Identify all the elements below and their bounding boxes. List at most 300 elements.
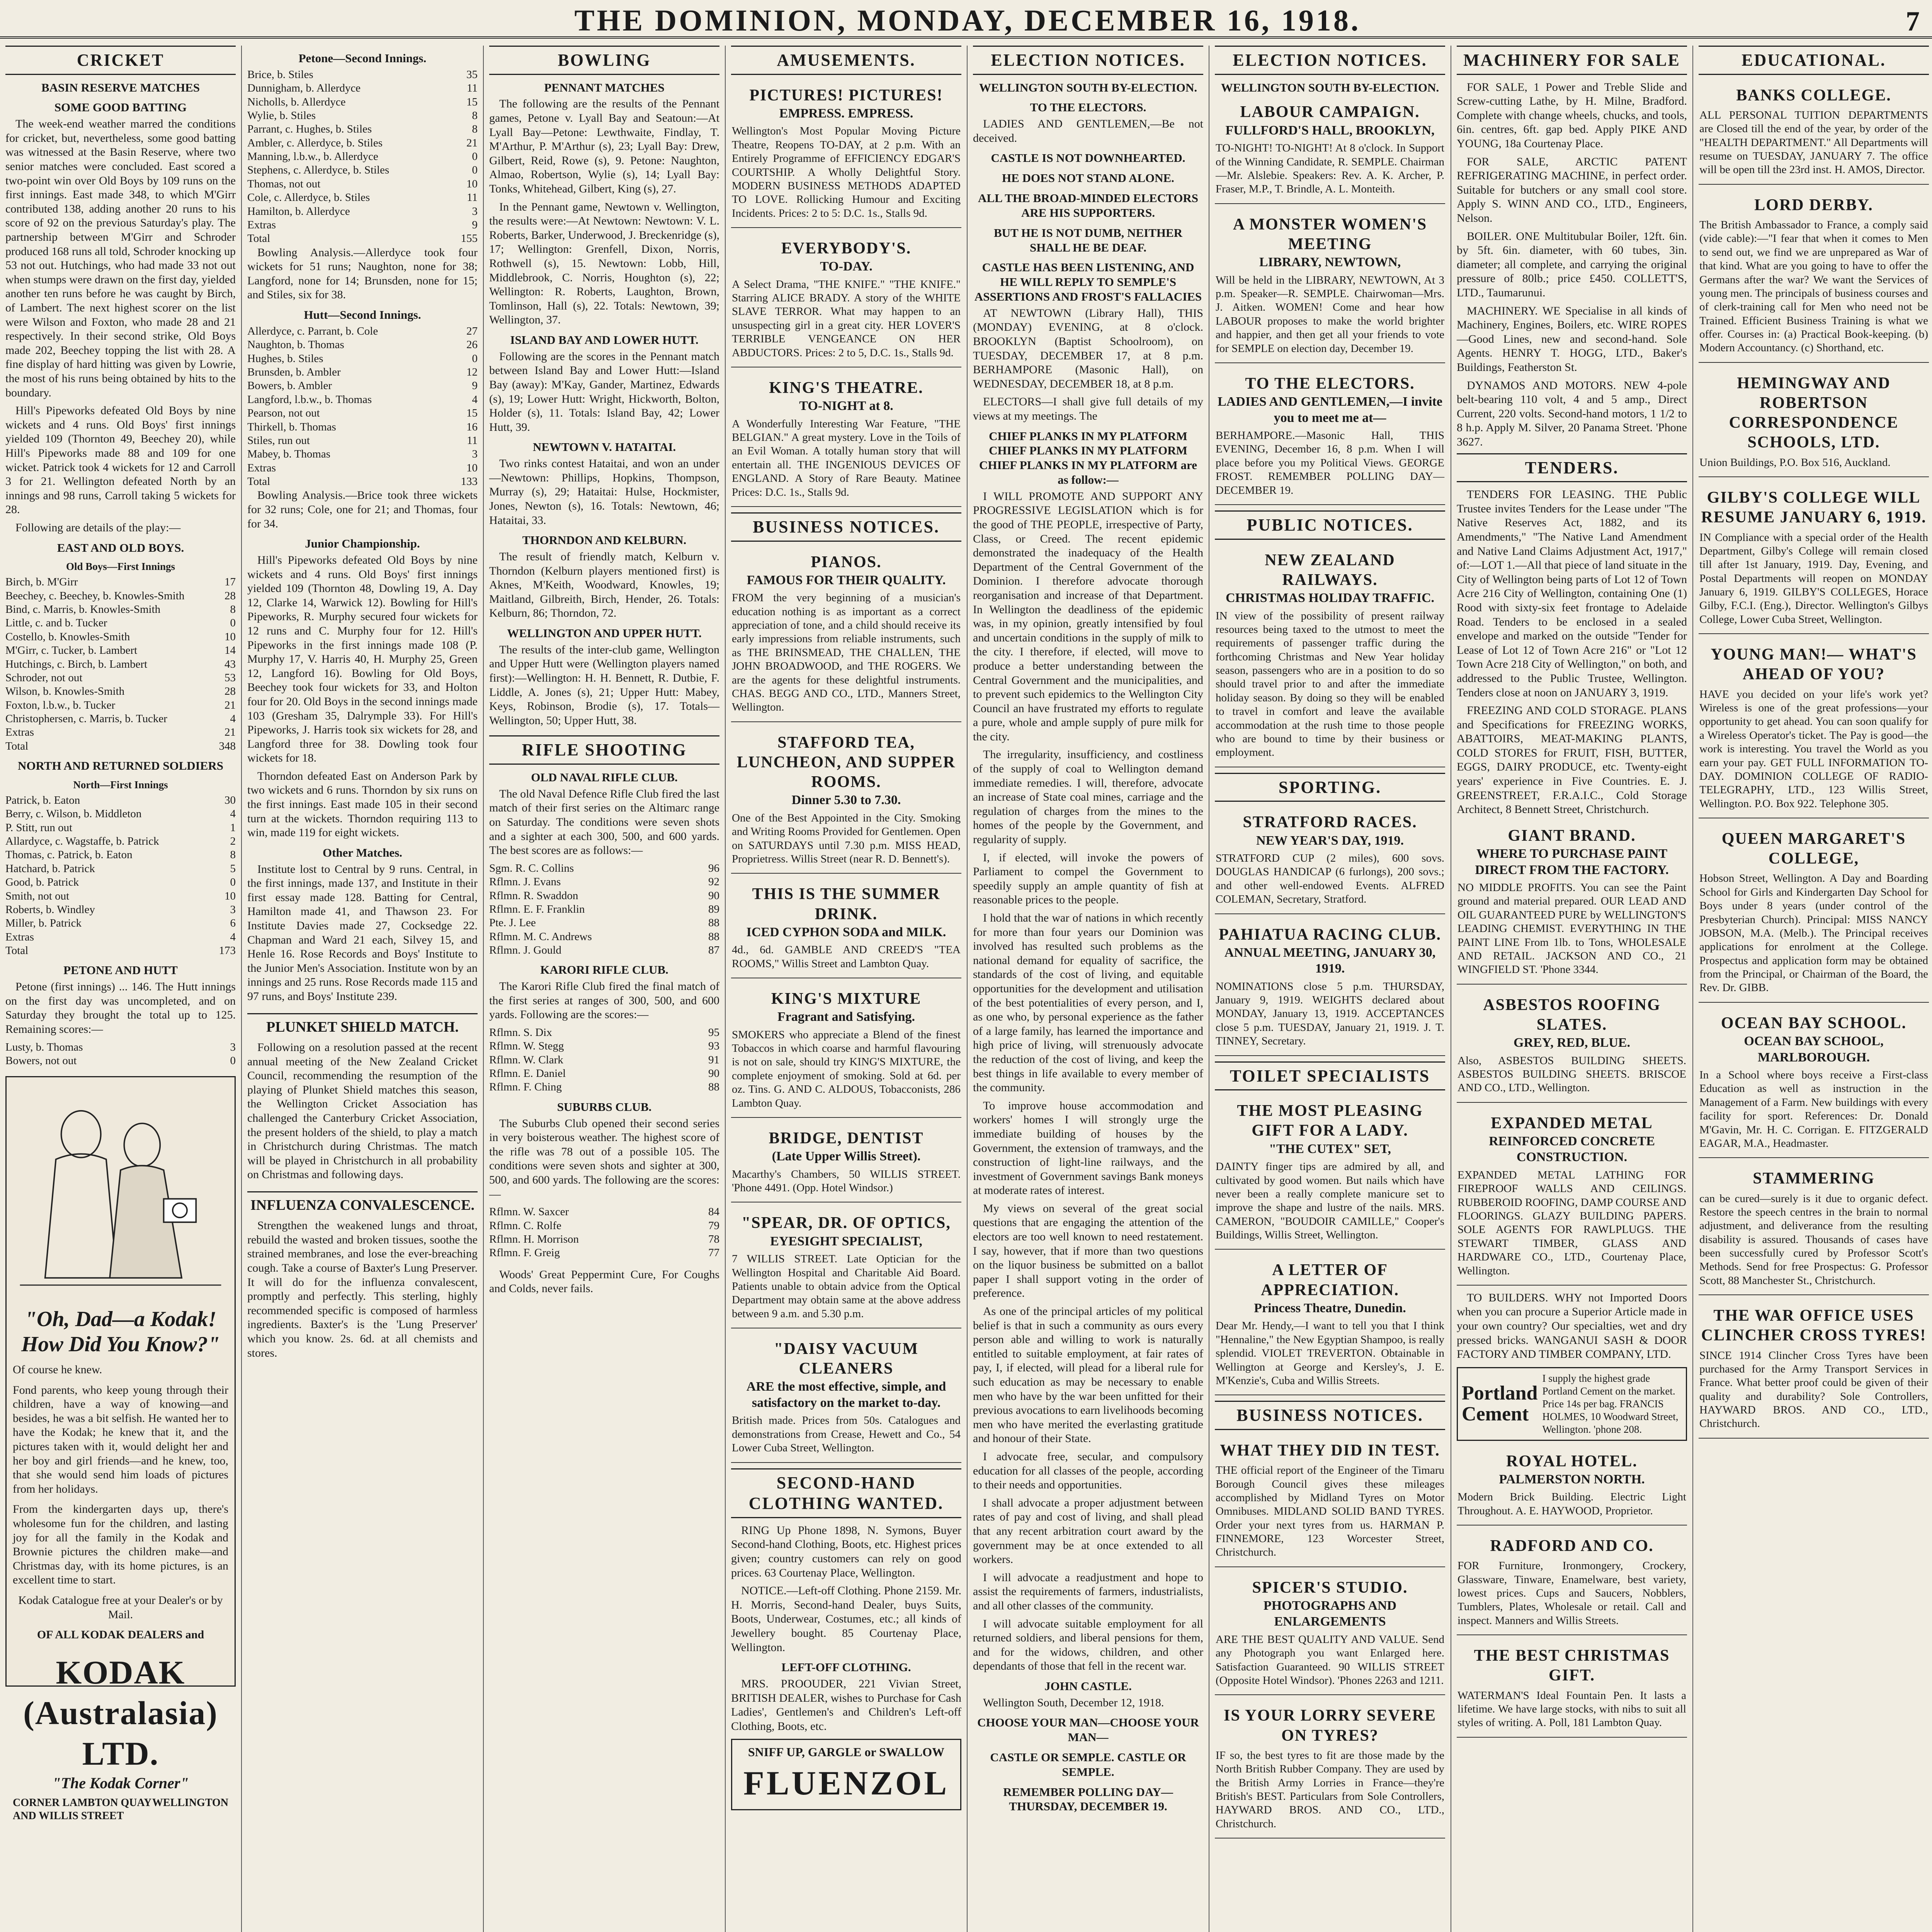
bowling-analysis: Bowling Analysis.—Allerdyce took four wickets for 51 runs; Naughton, none for 38; Langford, none for 14; Brunsden, none for 15; and Stiles, six for 38. — [247, 246, 478, 301]
score-value: 8 — [472, 109, 478, 122]
score-row — [247, 461, 478, 475]
platform-paragraph: I hold that the war of nations in which recently for more than four years our Dominion was involved has resulted such problems as the national demand for equality of sacrifice, the standards of the cost of living, and equitable opportunities for the development and utilisation of the best potentialities of every person, and I, as one who, by personal experience as the father of a large family, has learned the importance and high price of living, will strenuously advocate the reduction of the cost of living, and keep the best things in life available to every member of the community. — [973, 912, 1203, 1094]
ad-subheadline: LIBRARY, NEWTOWN, — [1259, 255, 1401, 270]
score-row — [247, 109, 478, 122]
player-name: Total — [247, 232, 270, 245]
ad-subheadline: ARE the most effective, simple, and satisfactory on the market to-day. — [746, 1379, 946, 1410]
section-heading: BUSINESS NOTICES. — [731, 512, 961, 542]
score-value: 10 — [224, 889, 236, 902]
ad-subheadline: FAMOUS FOR THEIR QUALITY. — [747, 573, 946, 587]
score-row — [5, 1054, 236, 1068]
score-value: 43 — [224, 658, 236, 670]
player-name: Rflmn. J. Evans — [489, 876, 561, 888]
advertisement — [731, 1123, 961, 1202]
score-value: 88 — [708, 917, 719, 929]
platform-paragraph: I shall advocate a proper adjustment between rates of pay and cost of living, and shall plead that any recent arbitration court award by the government may be at once extended to all workers. — [973, 1496, 1203, 1566]
ad-subheadline: GREY, RED, BLUE. — [1514, 1036, 1630, 1050]
notice-slogan: BUT HE IS NOT DUMB, NEITHER SHALL HE BE DEAF. — [993, 226, 1183, 254]
ad-headline: A LETTER OF APPRECIATION. — [1261, 1261, 1399, 1299]
tender-notice: TENDERS FOR LEASING. THE Public Trustee invites Tenders for the Lease under "The Native Reserves Act, 1882, and its Amendments," "The Native Land Amendment and Native Land Claims Adjustment Act, 1917," of:—LOT 1.—All that piece of land situate in the City of Wellington being parts of Lot 12 of Town Acre 216 City of Wellington, containing One (1) Rood with sixty-six feet frontage to Adelaide Road. Tenders to be enclosed in a sealed envelope and marked on the outside "Tender for Lease of Lot 12 of Town Acre 216" or "Lot 12 Town Acre 218 City of Wellington," on both, and addressed to the Public Trustee, Wellington. Tenders close at noon on JANUARY 3, 1919. — [1457, 488, 1687, 699]
ad-copy: HAVE you decided on your life's work yet? Wireless is one of the great professions—your opportunity to get ahead. You can soon qualify for a Wireless Operator's ticket. The Pay is good—the work is interesting. You travel the World as you earn your pay. GET FULL INFORMATION TO-DAY. DOMINION COLLEGE OF RADIO-TELEGRAPHY, LTD., 123 Willis Street, Wellington. P.O. Box 922. Telephone 305. — [1699, 688, 1928, 810]
platform-paragraph: I will advocate suitable employment for all returned soldiers, and liberal pensions for them, and for the widows, children, and other dependants of those that fell in the recent war. — [973, 1617, 1203, 1673]
player-name: Extras — [247, 218, 276, 231]
advertisement — [731, 80, 961, 228]
player-name: Rflmn. H. Morrison — [489, 1233, 579, 1245]
score-value: 35 — [466, 68, 478, 81]
notice-text: LADIES AND GENTLEMEN,—Be not deceived. — [973, 117, 1203, 145]
score-row — [489, 903, 719, 916]
score-value: 173 — [219, 944, 236, 957]
player-name: Rflmn. F. Greig — [489, 1247, 560, 1259]
section-heading: MACHINERY FOR SALE — [1457, 46, 1687, 75]
ad-copy: I supply the highest grade Portland Cement on the market. Price 14s per bag. FRANCIS HOLMES, 10 Woodward Street, Wellington. 'phone 208. — [1542, 1372, 1679, 1435]
advertisement — [1215, 369, 1445, 505]
score-row — [247, 406, 478, 420]
score-row — [5, 930, 236, 944]
ad-subheadline: EMPRESS. EMPRESS. — [779, 106, 913, 121]
ad-copy: ARE THE BEST QUALITY AND VALUE. Send any Photograph you want Enlarged here. Satisfaction Guaranteed. 90 WILLIS STREET (Opposite Hotel Windsor). 'Phones 2263 and 1211. — [1216, 1633, 1444, 1687]
article-paragraph: Following are details of the play:— — [15, 521, 181, 534]
classified-notice: FOR SALE, 1 Power and Treble Slide and Screw-cutting Lathe, by H. Milne, Bradford. Complete with change wheels, chucks, and tools, 6in. centres, 6ft. gap bed. Apply PIKE AND YOUNG, 18a Courtenay Place. — [1457, 80, 1687, 150]
ad-address-left: CORNER LAMBTON QUAY AND WILLIS STREET — [13, 1797, 151, 1822]
player-name: Total — [5, 944, 29, 957]
score-value: 84 — [708, 1206, 719, 1218]
ad-copy: BERHAMPORE.—Masonic Hall, THIS EVENING, December 16, 8 p.m. When I will place before you my Political Views. GEORGE FROST. REMEMBER POLLING DAY— DECEMBER 19. — [1216, 429, 1444, 497]
ad-copy: IN Compliance with a special order of the Health Department, Gilby's College will remain closed till after 1st January, 1919. Day, Evening, and Postal Departments will reopen on MONDAY January 6, 1919. GILBY'S COLLEGES, Horace Gilby, F.C.I. (Eng.), Director. Wellington's Gilbys College, Lower Cuba Street, Wellington. — [1699, 531, 1928, 626]
article-paragraph: Thorndon defeated East on Anderson Park by two wickets and 6 runs. Thorndon by six runs on the first innings. East made 105 in their second turn at the wickets. Thorndon requiring 113 to win, made 119 for eight wickets. — [247, 769, 478, 839]
article-headline: INFLUENZA CONVALESCENCE. — [247, 1191, 478, 1214]
player-name: Hughes, b. Stiles — [247, 352, 323, 365]
ad-headline: STRATFORD RACES. — [1243, 813, 1417, 832]
ad-copy: ALL PERSONAL TUITION DEPARTMENTS are Closed till the end of the year, by order of the "HEALTH DEPARTMENT." All Departments will resume on TUESDAY, JANUARY 7. The office will be open till the 23rd inst. H. AMOS, Director. — [1699, 109, 1928, 176]
score-value: 0 — [472, 150, 478, 163]
score-value: 16 — [466, 420, 478, 433]
article-paragraph: The week-end weather marred the conditions for cricket, but, nevertheless, some good batting was witnessed at the Basin Reserve, where two senior matches were concluded. East scored a two-point win over Old Boys by 109 runs on the first innings. East made 348, to which M'Girr contributed 138, adding another 20 runs to his score of 92 on the previous Saturday's play. The partnership between M'Girr and Schroder produced 168 runs all told, Schroder knocking up 53 not out. Hutchings, who had made 33 not out when stumps were drawn on the first day, yielded another ten runs before he was caught by Birch, of Lambert. The next highest scorer on the list were Wilson and Foxton, who made 28 and 21 respectively. In their second strike, Old Boys made 202, Beechey topping the list with 28. A fine display of hard hitting was given by Lowrie, the most of his runs being obtained by hits to the boundary. — [5, 117, 236, 399]
ad-copy: NO MIDDLE PROFITS. You can see the Paint ground and material prepared. OUR LEAD AND OIL GUARANTEED PURE by WELLINGTON'S LEADING CHEMIST. EVERYTHING IN THE PAINT LINE From 1lb. to Tons, WHOLESALE AND RETAIL. JACKSON AND CO., 21 WINGFIELD ST. 'Phone 3344. — [1458, 881, 1686, 976]
ad-copy: FOR Furniture, Ironmongery, Crockery, Glassware, Tinware, Enamelware, best variety, lowest prices. Cups and Saucers, Nobblers, Tumblers, Plates, Wholesale or retail. Call and inspect. Manners and Willis Streets. — [1458, 1560, 1686, 1627]
score-row — [5, 794, 236, 807]
notice-slogan: CHOOSE YOUR MAN—CHOOSE YOUR MAN— — [977, 1716, 1199, 1744]
player-name: Rflmn. W. Clark — [489, 1053, 563, 1066]
score-row — [247, 393, 478, 406]
advertisement — [1457, 1446, 1687, 1526]
notice-title: WELLINGTON SOUTH BY-ELECTION. — [979, 80, 1197, 94]
player-name: Good, b. Patrick — [5, 876, 79, 889]
ad-copy: Hobson Street, Wellington. A Day and Boarding School for Girls and Kindergarten Day School for Boys under 8 years (under control of the Presbyterian Church). Principal: MISS NANCY JOBSON, M.A. (Melb.). The Principal receives applications for enrolment at the College. Prospectus and application form may be obtained from the Principal, or Chairman of the Board, the Rev. Dr. GIBB. — [1699, 872, 1928, 994]
classified-notice: MRS. PROOUDER, 221 Vivian Street, BRITISH DEALER, wishes to Purchase for Cash Ladies', Gentlemen's and Children's Left-off Clothing, Boots, etc. — [731, 1677, 961, 1733]
score-value: 26 — [466, 338, 478, 351]
player-name: Sgm. R. C. Collins — [489, 862, 574, 874]
score-value: 0 — [472, 352, 478, 365]
column-amusements — [726, 46, 968, 1932]
ad-copy: The British Ambassador to France, a comply said (vide cable):—"I fear that when it comes to Men to send out, we find we are unprepared as War of that kind. What are you going to have to offer the Germans after the war? We want the Services of young men. The principals of business courses and of clerk-training call for Men who need not be Trained. Efficient Business Training is what we offer. Courses in: (a) Practical Book-keeping. (b) Modern Accountancy. (c) Shorthand, etc. — [1699, 219, 1928, 354]
article-paragraph: The following are the results of the Pennant games, Petone v. Lyall Bay and Seatoun:—At Lyall Bay—Petone: Lewthwaite, Findlay, T. M'Arthur, P. M'Arthur (s), 23; Lyall Bay: Drew, Gilbert, Reid, Rowe (s), 9. Petone: Naughton, Almao, Robertson, Wylie (s), 14; Lyall Bay: Tonks, Whitehead, Gilbert, King (s), 27. — [489, 97, 719, 196]
score-value: 0 — [472, 164, 478, 177]
score-row — [5, 726, 236, 739]
advertisement — [1215, 1255, 1445, 1395]
player-name: Hamilton, b. Allerdyce — [247, 205, 350, 218]
classified-notice: FREEZING AND COLD STORAGE. PLANS and Specifications for FREEZING WORKS, ABATTOIRS, MEAT-MAKING PLANTS, COLD STORES for FRUIT, FISH, BUTTER, EGGS, DAIRY PRODUCE, etc. Twenty-eight years' experience in Five Countries. E. J. GREENSTREET, F.R.A.I.C., Cold Storage Architect, 8 Bennett Street, Christchurch. — [1457, 704, 1687, 816]
score-row — [247, 232, 478, 245]
article-paragraph: The Karori Rifle Club fired the final match of the first series at ranges of 300, 500, and 600 yards. Following are the scores:— — [489, 980, 719, 1021]
section-heading: AMUSEMENTS. — [731, 46, 961, 75]
platform-paragraph: I WILL PROMOTE AND SUPPORT ANY PROGRESSIVE LEGISLATION which is for the good of THE PEOPLE, irrespective of Party, Class, or Creed. The recent epidemic demonstrated the inadequacy of the Health Department of the Central Government of the Dominion. I therefore advocate thorough reorganisation and increase of that Department. In Wellington the deadliness of the epidemic was, in my opinion, greatly intensified by foul and uncertain conditions in the supply of milk to the city. I therefore, if elected, will move to produce a better understanding between the Central Government and the municipalities, and to prevent such epidemics to the Wellington City Council an have frustrated my efforts to regulate a pure, whole and ample supply of pure milk for the city. — [973, 490, 1203, 743]
classified-notice: RING Up Phone 1898, N. Symons, Buyer Second-hand Clothing, Boots, etc. Highest prices given; country customers can rely on good prices. 63 Courtenay Place, Wellington. — [731, 1524, 961, 1579]
player-name: Rflmn. C. Rolfe — [489, 1219, 561, 1232]
player-name: Rflmn. S. Dix — [489, 1026, 552, 1039]
column-cricket-continued — [242, 46, 484, 1932]
advertisement — [731, 879, 961, 978]
ad-headline: GIANT BRAND. — [1508, 827, 1636, 845]
score-row — [5, 903, 236, 917]
score-row — [247, 366, 478, 379]
newspaper-title: THE DOMINION, MONDAY, DECEMBER 16, 1918. — [574, 3, 1361, 37]
notice-slogan: CHIEF PLANKS IN MY PLATFORM CHIEF PLANKS IN MY PLATFORM CHIEF PLANKS IN MY PLATFORM are as follow:— — [979, 429, 1197, 486]
score-value: 133 — [461, 475, 478, 488]
score-value: 28 — [224, 685, 236, 698]
score-value: 10 — [466, 177, 478, 190]
scorecard — [247, 325, 478, 489]
advertisement — [731, 728, 961, 874]
score-value: 348 — [219, 740, 236, 752]
player-name: Parrant, c. Hughes, b. Stiles — [247, 123, 372, 136]
player-name: Naughton, b. Thomas — [247, 338, 344, 351]
player-name: Beechey, c. Beechey, b. Knowles-Smith — [5, 589, 185, 602]
ad-subheadline: LADIES AND GENTLEMEN,—I invite you to meet me at— — [1218, 395, 1442, 425]
score-value: 0 — [230, 617, 236, 629]
ad-headline: OCEAN BAY SCHOOL. — [1721, 1014, 1907, 1032]
advertisement — [1457, 1108, 1687, 1286]
ad-headline: WHAT THEY DID IN TEST. — [1220, 1441, 1440, 1459]
advertisement — [1699, 824, 1929, 1003]
score-row — [489, 1053, 719, 1067]
notice-slogan: HE DOES NOT STAND ALONE. — [1002, 171, 1174, 185]
ad-copy: Of course he knew. — [13, 1363, 102, 1376]
score-value: 79 — [708, 1219, 719, 1232]
column-bowling — [484, 46, 726, 1932]
advertisement — [1699, 1301, 1929, 1439]
ad-headline: LABOUR CAMPAIGN. — [1240, 103, 1420, 121]
notice-slogan: CASTLE HAS BEEN LISTENING, AND HE WILL REPLY TO SEMPLE'S ASSERTIONS AND FROST'S FALLACIES — [974, 260, 1202, 303]
article-paragraph: Hill's Pipeworks defeated Old Boys by nine wickets and 4 runs. Old Boys' first innings yielded 109 (Thornton 49, Beechey 20), while Hill's Pipeworks made 88 and 109 for one wicket. Patrick took 4 wickets for 12 and Carroll 3 for 21. Wellington defeated North by an innings and 98 runs, Carroll taking 5 wickets for 28. — [5, 404, 236, 516]
innings-title: Old Boys—First Innings — [66, 561, 175, 573]
ad-headline: SPICER'S STUDIO. — [1252, 1578, 1408, 1597]
score-row — [247, 122, 478, 136]
player-name: Ambler, c. Allerdyce, b. Stiles — [247, 136, 383, 149]
article-subheading: Junior Championship. — [305, 537, 420, 551]
player-name: Hatchard, b. Patrick — [5, 862, 95, 875]
score-value: 4 — [230, 808, 236, 820]
match-title: EAST AND OLD BOYS. — [57, 541, 184, 554]
portland-cement-advertisement — [1457, 1367, 1687, 1441]
score-value: 15 — [466, 407, 478, 420]
player-name: M'Girr, c. Tucker, b. Lambert — [5, 644, 138, 657]
player-name: Lusty, b. Thomas — [5, 1041, 83, 1053]
score-value: 90 — [708, 889, 719, 902]
advertisement — [731, 984, 961, 1118]
player-name: Total — [247, 475, 270, 488]
ad-copy: EXPANDED METAL LATHING FOR FIREPROOF WALLS AND CEILINGS. RUBBEROID ROOFING, DAMP COURSE AND FLOORINGS. GLAZY BUILDING PAPERS. SOLE AGENTS FOR RAWLPLUGS. THE STEWART TIMBER, GLASS AND HARDWARE CO., LTD., Courtenay Place, Wellington. — [1458, 1168, 1686, 1277]
article-paragraph: The results of the inter-club game, Wellington and Upper Hutt were (Wellington players named first):—Wellington: H. H. Bennett, R. Dutbie, F. Liddle, A. Jones (s), 21; Upper Hutt: Mabey, Keys, Robinson, Brodie (s), 17. Totals—Wellington, 50; Upper Hutt, 38. — [489, 643, 719, 727]
player-name: Extras — [5, 930, 34, 943]
ad-headline: "DAISY VACUUM CLEANERS — [774, 1340, 919, 1378]
score-row — [247, 218, 478, 232]
score-row — [5, 889, 236, 903]
classified-notice: FOR SALE, ARCTIC PATENT REFRIGERATING MACHINE, in perfect order. Suitable for butchers or any small cool store. Apply S. WINN AND CO., LTD., Engineers, Nelson. — [1457, 155, 1687, 225]
score-value: 91 — [708, 1053, 719, 1066]
ad-headline: STAMMERING — [1753, 1170, 1875, 1188]
ad-headline: PAHIATUA RACING CLUB. — [1219, 925, 1441, 944]
player-name: Wylie, b. Stiles — [247, 109, 316, 122]
score-row — [247, 177, 478, 191]
advertisement — [731, 1334, 961, 1463]
player-name: Nicholls, b. Allerdyce — [247, 95, 346, 108]
ad-headline: PIANOS. — [811, 553, 882, 571]
advertisement — [1699, 80, 1929, 185]
ad-headline: EXPANDED METAL — [1491, 1114, 1653, 1132]
match-title: NORTH AND RETURNED SOLDIERS — [17, 759, 224, 773]
column-educational — [1693, 46, 1932, 1932]
score-value: 1 — [230, 821, 236, 834]
score-value: 5 — [230, 862, 236, 875]
score-value: 93 — [708, 1040, 719, 1053]
score-row — [247, 191, 478, 204]
score-table — [489, 1026, 719, 1094]
section-heading: SPORTING. — [1215, 773, 1445, 802]
ad-copy: FROM the very beginning of a musician's education nothing is as important as a correct appreciation of tone, and a child should receive its early impressions from reliable instruments, such as THE BRINSMEAD, THE CHALLEN, THE JOHN BROADWOOD, and THE ROGERS. We are the agents for these delightful instruments. CHAS. BEGG AND CO., LTD., Manners Street, Wellington. — [732, 592, 961, 714]
player-name: Foxton, l.b.w., b. Tucker — [5, 699, 116, 711]
ad-headline: HEMINGWAY AND ROBERTSON CORRESPONDENCE SCHOOLS, LTD. — [1729, 374, 1899, 452]
ad-copy: 4d., 6d. GAMBLE AND CREED'S "TEA ROOMS," Willis Street and Lambton Quay. — [732, 944, 961, 970]
ad-headline: ASBESTOS ROOFING SLATES. — [1483, 996, 1661, 1034]
player-name: Little, c. and b. Tucker — [5, 617, 107, 629]
score-value: 88 — [708, 1081, 719, 1094]
player-name: Brice, b. Stiles — [247, 68, 313, 81]
player-name: Bowers, b. Ambler — [247, 379, 332, 392]
ad-subheadline: PHOTOGRAPHS AND ENLARGEMENTS — [1263, 1599, 1397, 1629]
player-name: Cole, c. Allerdyce, b. Stiles — [247, 191, 370, 204]
score-row — [247, 136, 478, 150]
score-value: 89 — [708, 903, 719, 915]
ad-address — [13, 1796, 228, 1823]
article-headline: PLUNKET SHIELD MATCH. — [247, 1013, 478, 1036]
score-row — [5, 807, 236, 821]
ad-copy: Union Buildings, P.O. Box 516, Auckland. — [1699, 456, 1891, 469]
score-row — [489, 1026, 719, 1039]
score-value: 8 — [230, 849, 236, 861]
score-value: 78 — [708, 1233, 719, 1245]
score-row — [5, 685, 236, 698]
score-value: 4 — [472, 393, 478, 406]
ad-subheadline: "THE CUTEX" SET, — [1269, 1141, 1391, 1156]
article-paragraph: In the Pennant game, Newtown v. Wellington, the results were:—At Newtown: Newtown: V. L. Roberts, Barker, Underwood, J. Breckenridge (s), 17; Wellington: Grenfell, Dixon, Norris, Rothwell (s), 15. Newtown: Lobb, Hill, Middlebrook, C. Norris, Houghton (s), 22; Wellington: R. Roberts, Laughton, Brown, Tomlinson, Hall (s), 22. Totals: Newtown, 39; Wellington, 37. — [489, 200, 719, 327]
score-row — [5, 603, 236, 616]
advertisement — [1215, 920, 1445, 1056]
score-row — [247, 95, 478, 109]
page-number: 7 — [1906, 6, 1920, 37]
score-value: 77 — [708, 1247, 719, 1259]
ad-copy: Fond parents, who keep young through their children, have a way of knowing—and besides, he was a bit selfish. He wanted her to have the Kodak; he knew that it, and the pictures taken with it, would delight her and her boy and girl friends—and he knew, too, that she would send him loads of pictures from her holidays. — [13, 1383, 228, 1495]
fluenzol-logo: FLUENZOL — [743, 1765, 949, 1803]
advertisement — [1699, 639, 1929, 818]
score-row — [5, 862, 236, 876]
player-name: Mabey, b. Thomas — [247, 448, 331, 461]
ad-brand: Portland Cement — [1462, 1382, 1538, 1425]
ad-headline: LORD DERBY. — [1754, 196, 1873, 214]
score-row — [5, 917, 236, 930]
score-row — [247, 338, 478, 352]
article-paragraph: The old Naval Defence Rifle Club fired the last match of their first series on the Altimarc range on Saturday. The conditions were seven shots and a sighter at each 300, 500, and 600 yards. The best scores are as follows:— — [489, 787, 719, 857]
innings-title: Petone—Second Innings. — [298, 51, 427, 65]
advertisement — [1215, 1573, 1445, 1696]
ad-copy: Also, ASBESTOS BUILDING SHEETS. ASBESTOS BUILDING SHEETS. BRISCOE AND CO., LTD., Wellington. — [1458, 1054, 1686, 1094]
article-subheading: THORNDON AND KELBURN. — [522, 533, 687, 547]
player-name: Roberts, b. Windley — [5, 903, 95, 916]
notice-text: ELECTORS—I shall give full details of my views at my meetings. The — [973, 395, 1203, 422]
article-paragraph: Institute lost to Central by 9 runs. Central, in the first innings, made 137, and Institute in their first essay made 128. Batting for Central, Hamilton made 41, and Thawson 23. For Institute Davies made 27, Cocksedge 22. Chapman and Ward 21 each, Silvey 15, and Henle 16. Rose Records and Boys' Institute to the Junior Men's Association. Institute won by an innings and 25 runs. Rose Records made 115 and 97 runs, and Boys' Institute 239. — [247, 862, 478, 1003]
platform-paragraph: To improve house accommodation and workers' homes I will strongly urge the immediate building of houses by the Government, the extension of tramways, and the construction of light-line railways, and the investment of Government savings Bank moneys at moderate rates of interest. — [973, 1099, 1203, 1197]
platform-paragraph: My views on several of the great social questions that are engaging the attention of the electors are too well known to need restatement. I say, however, that if more than two questions on the liquor business be submitted on a ballot paper I shall support voting in the order of preference. — [973, 1202, 1203, 1300]
ad-copy: IF so, the best tyres to fit are those made by the North British Rubber Company. They are used by the British Army Lorries in France—they're British's BEST. Particulars from Sole Controllers, HAYWARD BROS. AND CO., LTD., Christchurch. — [1216, 1749, 1444, 1830]
section-heading: RIFLE SHOOTING — [489, 735, 719, 765]
ad-subheadline: PALMERSTON NORTH. — [1499, 1472, 1645, 1486]
score-table — [489, 862, 719, 957]
score-row — [489, 1080, 719, 1094]
section-heading: PUBLIC NOTICES. — [1215, 510, 1445, 540]
player-name: Extras — [247, 461, 276, 474]
score-value: 87 — [708, 944, 719, 956]
column-election-notices — [968, 46, 1209, 1932]
advertisement — [1457, 990, 1687, 1103]
score-value: 27 — [466, 325, 478, 337]
score-value: 10 — [466, 461, 478, 474]
ad-subheadline: (Late Upper Willis Street). — [772, 1149, 921, 1164]
player-name: Rflmn. W. Stegg — [489, 1040, 564, 1053]
article-subheading: LEFT-OFF CLOTHING. — [781, 1660, 911, 1674]
score-row — [5, 712, 236, 726]
article-headline: BASIN RESERVE MATCHES — [41, 80, 200, 94]
article-paragraph: The result of friendly match, Kelburn v. Thorndon (Kelburn players mentioned first) is Aknes, M'Keith, Woodward, Knowles, 19; Maitland, Gilbreith, Birch, Hender, 26. Totals: Kelburn, 86; Thorndon, 72. — [489, 550, 719, 620]
score-row — [247, 447, 478, 461]
score-row — [247, 379, 478, 393]
match-title: PETONE AND HUTT — [63, 963, 178, 977]
score-value: 92 — [708, 876, 719, 888]
ad-copy: From the kindergarten days up, there's wholesome fun for the children, and lasting joy for all the family in the Kodak and Brownie pictures the children make—and Christmas day, with its home pictures, is an excellent time to start. — [13, 1503, 228, 1587]
score-value: 6 — [230, 917, 236, 930]
ad-headline: "Oh, Dad—a Kodak! How Did You Know?" — [21, 1307, 220, 1356]
ad-subheadline: ICED CYPHON SODA and MILK. — [746, 925, 946, 939]
ad-copy: SINCE 1914 Clincher Cross Tyres have been purchased for the Army Transport Services in France. What better proof could be given of their quality and durability? Sole Controllers, HAYWARD BROS. AND CO., LTD., Christchurch. — [1699, 1349, 1928, 1430]
score-row — [5, 699, 236, 712]
article-subheadline: SOME GOOD BATTING — [54, 100, 187, 114]
ad-copy: IN view of the possibility of present railway resources being taxed to the utmost to meet the requirements of passenger traffic during the forthcoming Christmas and New Year holiday season, passengers who are in a position to do so should travel prior to and after the immediate holiday season. By doing so they will be enabled to travel in comfort and leave the available accommodation at the rush time to those people who are bound to time by their business or employment. — [1216, 609, 1444, 759]
ad-catalogue-note: Kodak Catalogue free at your Dealer's or by Mail. — [18, 1594, 223, 1621]
signature: JOHN CASTLE. — [1044, 1679, 1132, 1693]
score-row — [489, 1233, 719, 1246]
score-row — [5, 589, 236, 603]
score-row — [5, 671, 236, 685]
advertisement — [1457, 821, 1687, 985]
ad-subheadline: WHERE TO PURCHASE PAINT DIRECT FROM THE FACTORY. — [1475, 847, 1669, 877]
ad-subheadline: CHRISTMAS HOLIDAY TRAFFIC. — [1226, 591, 1434, 605]
ad-copy: Modern Brick Building. Electric Light Throughout. A. E. HAYWOOD, Proprietor. — [1458, 1491, 1686, 1517]
article-paragraph: Petone (first innings) ... 146. The Hutt innings on the first day was uncompleted, and on Saturday they brought the total up to 125. Remaining scores:— — [5, 980, 236, 1036]
ad-subheadline: EYESIGHT SPECIALIST, — [770, 1234, 922, 1248]
article-subheading: ISLAND BAY AND LOWER HUTT. — [510, 333, 699, 347]
score-value: 155 — [461, 232, 478, 245]
advertisement — [1215, 97, 1445, 204]
player-name: Rflmn. M. C. Andrews — [489, 930, 592, 943]
score-row — [489, 930, 719, 944]
score-value: 8 — [230, 603, 236, 616]
platform-paragraph: As one of the principal articles of my political belief is that in such a community as ours every person able and willing to work is naturally entitled to suitable employment, at fair rates of pay, I, if elected, will plead for a liberal rule for such education as may be necessary to enable men who have by the war been unfitted for their previous avocations to earn livelihoods becoming men who have merited the everlasting gratitude and honour of their State. — [973, 1305, 1203, 1445]
score-value: 28 — [224, 589, 236, 602]
section-heading: TENDERS. — [1457, 453, 1687, 483]
player-name: Berry, c. Wilson, b. Middleton — [5, 808, 142, 820]
ad-headline: NEW ZEALAND RAILWAYS. — [1265, 551, 1395, 589]
ad-headline: ROYAL HOTEL. — [1506, 1452, 1638, 1470]
player-name: Pearson, not out — [247, 407, 320, 420]
ad-headline: EVERYBODY'S. — [781, 240, 912, 257]
score-row — [5, 835, 236, 848]
score-row — [5, 944, 236, 957]
ad-subheadline: FULLFORD'S HALL, BROOKLYN, — [1225, 123, 1435, 138]
ad-subheadline: Dinner 5.30 to 7.30. — [791, 793, 901, 808]
player-name: Manning, l.b.w., b. Allerdyce — [247, 150, 378, 163]
fluenzol-advertisement — [731, 1739, 961, 1810]
advertisement — [731, 373, 961, 507]
ad-headline: THIS IS THE SUMMER DRINK. — [752, 885, 940, 923]
score-row — [5, 740, 236, 753]
player-name: Thomas, not out — [247, 177, 321, 190]
dateline: Wellington South, December 12, 1918. — [983, 1696, 1164, 1709]
score-table — [489, 1205, 719, 1260]
score-value: 14 — [224, 644, 236, 657]
score-value: 9 — [472, 218, 478, 231]
advertisement — [1215, 1435, 1445, 1567]
score-row — [247, 82, 478, 95]
score-value: 17 — [224, 576, 236, 588]
ad-headline: RADFORD AND CO. — [1490, 1537, 1654, 1555]
score-row — [5, 1041, 236, 1054]
column-cricket — [0, 46, 242, 1932]
score-row — [247, 205, 478, 218]
score-row — [247, 475, 478, 488]
notice-title: TO THE ELECTORS. — [1030, 100, 1146, 114]
score-row — [247, 420, 478, 434]
article-subheading: KARORI RIFLE CLUB. — [540, 963, 668, 977]
section-heading: BUSINESS NOTICES. — [1215, 1401, 1445, 1430]
score-row — [247, 325, 478, 338]
advertisement — [731, 1208, 961, 1328]
ad-headline: TO THE ELECTORS. — [1245, 374, 1415, 393]
notice-slogan: CASTLE OR SEMPLE. CASTLE OR SEMPLE. — [990, 1750, 1186, 1779]
score-value: 12 — [466, 366, 478, 378]
ad-headline: BANKS COLLEGE. — [1736, 86, 1891, 104]
ad-headline: GILBY'S COLLEGE WILL RESUME JANUARY 6, 1919. — [1701, 489, 1927, 527]
score-value: 11 — [467, 434, 478, 447]
player-name: Pte. J. Lee — [489, 917, 536, 929]
ad-tagline: SNIFF UP, GARGLE or SWALLOW — [748, 1745, 945, 1759]
ad-headline: A MONSTER WOMEN'S MEETING — [1233, 215, 1427, 253]
ad-subheadline: OCEAN BAY SCHOOL, MARLBOROUGH. — [1744, 1034, 1884, 1065]
scorecard — [5, 575, 236, 753]
ad-headline: "SPEAR, DR. OF OPTICS, — [742, 1214, 951, 1232]
player-name: Stiles, run out — [247, 434, 310, 447]
ad-headline: KING'S THEATRE. — [769, 379, 923, 397]
article-paragraph: Strengthen the weakened lungs and throat, rebuild the wasted and broken tissues, soothe the strained membranes, and lose the ever-breaching cough. Take a course of Baxter's Lung Preserver. It will do for the influenza convalescent, promptly and perfectly. This sterling, highly recommended specific is composed of harmless ingredients. Baxter's is the 'Lung Preserver' which you know. 2s. 6d. at all chemists and stores. — [247, 1219, 478, 1359]
article-subheading: Other Matches. — [322, 845, 403, 859]
